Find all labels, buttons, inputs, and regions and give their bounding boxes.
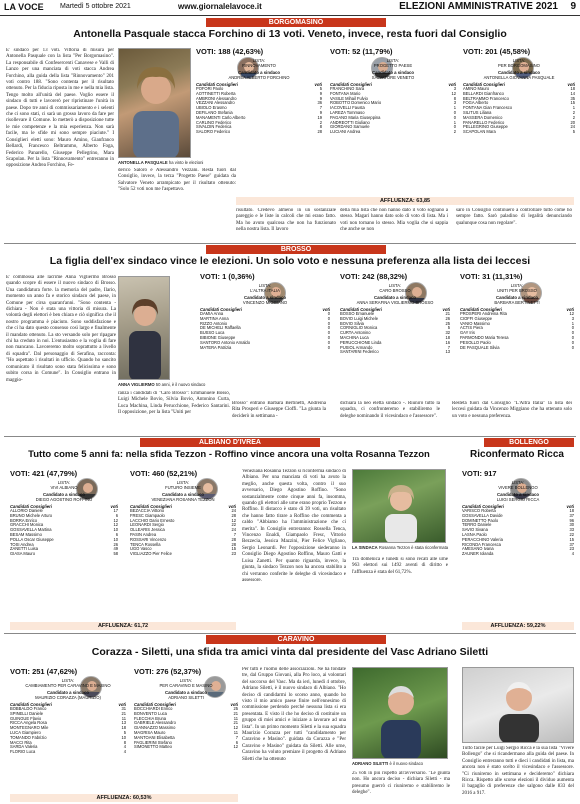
candidate-row bbox=[134, 745, 238, 750]
candidate-votes: 10 bbox=[113, 527, 118, 533]
candidate-name: PANARELLO Federico bbox=[463, 119, 505, 125]
candidate-name: FLORIO Luca bbox=[10, 749, 36, 755]
candidate-name: AMBRONI Alessandro bbox=[196, 95, 237, 101]
list-box-caro-brosso: LISTA: CARO BROSSO Candidato a sindaco ANNA SERAFINA VIGLIERMO BROSSO Candidati Consiglieri voti BOSSO Emanuele 21 BOVIO Luigi Michele 26 BOVIO Silvia 25 CORNIGLIO Monica 5 CURTA Antonino 32 MACHINA Luca 18 PERUCCHIONE Linda 16 PUSIOL Armando 7 SANTARINI Federico 13 bbox=[340, 283, 450, 355]
candidate-name: FLECCHIA Bruna bbox=[134, 715, 167, 721]
candidate-name: PARMONDO Maria Teresa bbox=[460, 334, 509, 340]
candidate-votes: 37 bbox=[569, 541, 574, 547]
candidate-votes: 5 bbox=[123, 729, 126, 735]
candidate-name: BORRA Enrico bbox=[10, 517, 38, 523]
candidate-name: SIVALDIN Federica bbox=[196, 124, 232, 130]
candidate-name: MATERA Patrizia bbox=[200, 344, 232, 350]
candidate-name: SANTARINI Federico bbox=[340, 349, 379, 355]
candidate-name: LUCA Giampiero bbox=[10, 729, 41, 735]
candidate-name: SIMONETTO Matteo bbox=[134, 744, 172, 750]
votes-caro-brosso: VOTI: 242 (88,32%) bbox=[340, 272, 408, 281]
candidate-row bbox=[463, 130, 575, 135]
candidate-name: MAGRISA Mauro bbox=[134, 729, 166, 735]
candidate-votes: 25 bbox=[233, 706, 238, 711]
candidate-name: BRUNO Michele Arturo bbox=[10, 512, 53, 518]
candidate-name: PAGANO Maria Giuseppina bbox=[330, 114, 381, 120]
turnout-albiano: AFFLUENZA: 61,72 bbox=[10, 622, 236, 630]
candidate-name: AMINO Mauro bbox=[463, 86, 490, 91]
candidate-votes: 12 bbox=[113, 522, 118, 528]
candidate-votes: 7 bbox=[235, 734, 238, 740]
candidate-votes: 7 bbox=[319, 105, 322, 111]
candidate-name: TOMANDO Fabrizio bbox=[10, 734, 47, 740]
candidate-votes: 4 bbox=[123, 749, 126, 755]
candidate-votes: 2 bbox=[572, 114, 575, 120]
candidate-name: RICCA Angela Rosa bbox=[10, 720, 47, 726]
candidate-name: BESAM Massimo bbox=[10, 531, 42, 537]
candidate-votes: 0 bbox=[327, 315, 330, 321]
candidate-votes: 12 bbox=[451, 90, 456, 96]
article-body-borgomasino-col4: della mia lista che non hanno dato il voto sognano a stesso. Magari hanno dato solo di voto di lista. Ma i voti non tornano lo stesso. Mia voglia che si sappia che anche se non bbox=[340, 208, 448, 233]
candidate-votes: 28 bbox=[231, 541, 236, 547]
article-body-caravino-col2: 25 voti in più rispetto all'avversario. "Le giunta non. Ho ancora deciso - dichiara Siletti - ma presumo guerrò ci riuniremo e stabiliremo le deleghe". bbox=[352, 771, 450, 796]
photo-anna-vigliermo bbox=[118, 276, 170, 380]
caption-name: ANTONELLA PASQUALE bbox=[118, 160, 168, 165]
candidate-name: FRANCHINO Sara bbox=[330, 86, 365, 91]
candidate-votes: 0 bbox=[327, 339, 330, 345]
candidate-votes: 18 bbox=[445, 334, 450, 340]
candidate-votes: 23 bbox=[231, 551, 236, 557]
candidate-votes: 26 bbox=[113, 541, 118, 547]
page-header bbox=[0, 0, 580, 16]
candidate-votes: 28 bbox=[231, 536, 236, 542]
candidate-row bbox=[196, 130, 322, 135]
candidate-votes: 14 bbox=[570, 90, 575, 96]
candidate-name: PROSPERI Andreina Rita bbox=[460, 311, 507, 316]
candidate-votes: 11 bbox=[121, 715, 126, 721]
turnout-bollengo: AFFLUENZA: 59,22% bbox=[462, 622, 574, 630]
votes-progetto-paese: VOTI: 52 (11,79%) bbox=[330, 47, 393, 56]
candidate-votes: 0 bbox=[327, 334, 330, 340]
turnout-caravino: AFFLUENZA: 60,53% bbox=[10, 794, 238, 802]
article-body-bollengo: Tutto facile per Luigi Sergio Ricca e la sua lista "Vivere Bollengo" che si ricandermano alla guida del paese. In Consiglio entreranno tutti e dieci i candidati in lista, ma ancora non è stato scelto il vicesindaco e l'assessore. "Ci riuniremo in settimana e decideremo" dichiara Ricca. Rispetto alle scorse elezioni il dividuo aumenta il bagaglio di preferenze che salgono dalle 833 del 2016 a 917. bbox=[462, 746, 574, 796]
candidate-votes: 18 bbox=[569, 508, 574, 513]
candidate-votes: 0 bbox=[571, 330, 574, 336]
article-body-brosso-col5: Restetà fuori dal Consiglio "L'Altra Italia" la lista dei leccesi guidata da Vincenzo Miggiano che ha ottenuto solo un voto e nessuna preferenza. bbox=[452, 401, 572, 419]
photo-luigi-sergio-ricca bbox=[462, 667, 574, 743]
votes-cambiamento: VOTI: 251 (47,62%) bbox=[10, 667, 78, 676]
candidate-row bbox=[200, 346, 330, 351]
section-band-borgomasino: BORGOMASINO bbox=[206, 18, 386, 27]
candidate-name: BUSSO Luca bbox=[200, 330, 225, 336]
candidate-votes: 3 bbox=[453, 100, 456, 106]
candidate-name: CURTA Antonino bbox=[340, 330, 371, 336]
candidate-votes: 0 bbox=[327, 311, 330, 316]
article-body-borgomasino-col2: derico Saloro e Alessandro Vezzani. Resta fuori dal Consiglio, invece, la terza "Progetto Paese" guidata da Salvatore Veneto arrampicato per il risultato ottenuto: "Solo 52 voti non me l'aspettavo. bbox=[118, 168, 236, 193]
candidate-votes: 11 bbox=[233, 729, 238, 735]
candidate-votes: 21 bbox=[233, 720, 238, 726]
candidate-name: PAGLIERINI Stefano bbox=[134, 739, 172, 745]
candidate-votes: 0 bbox=[327, 325, 330, 331]
candidate-row bbox=[130, 552, 236, 557]
candidate-name: BOVIO Luigi Michele bbox=[340, 315, 378, 321]
candidate-name: RIZZO Antonio bbox=[200, 320, 228, 326]
candidate-votes: 3 bbox=[453, 86, 456, 91]
candidate-name: VANIO Massimo bbox=[460, 320, 490, 326]
candidate-name: DEFILANO Stefania bbox=[196, 109, 233, 115]
candidate-votes: 9 bbox=[319, 90, 322, 96]
list-box-cambiamento: LISTA: CAMBIAMENTO PER CARAVINO E MASINO Candidato a sindaco MAURIZIO CORAZZA (MAURIZIO) Candidati Consiglieri voti BOBBALDO Franco 31 SPINELLI Daniele 21 GUINGUE Flavio 11 RICCA Angela Rosa 13 MONTEGNARO Mile 18 LUCA Giampiero 5 TOMANDO Fabrizio 10 MACCI Rita 8 SARDA Valeria 4 FLORIO Luca 4 bbox=[10, 678, 126, 755]
votes-altra-italia: VOTI: 1 (0,36%) bbox=[200, 272, 255, 281]
candidate-name: BOVIO Silvia bbox=[340, 320, 364, 326]
section-band-bollengo: BOLLENGO bbox=[484, 438, 574, 447]
candidate-name: GOSSAVELLA Davide bbox=[462, 512, 503, 518]
article-title-brosso: La figlia dell'ex sindaco vince le elezioni. Un solo voto e nessuna preferenza alla lista dei leccesi bbox=[49, 255, 531, 267]
page-number: 9 bbox=[570, 1, 576, 12]
candidate-name: MONTEGNARO Mile bbox=[10, 725, 49, 731]
votes-uniti-per-brosso: VOTI: 31 (11,31%) bbox=[460, 272, 523, 281]
candidate-votes: 0 bbox=[453, 124, 456, 130]
candidate-name: ROSSARI Vincenzo bbox=[130, 536, 167, 542]
candidate-name: RICONDA Francesca bbox=[462, 541, 501, 547]
candidate-name: AMESANO Ivana bbox=[462, 546, 494, 552]
candidate-votes: 15 bbox=[569, 536, 574, 542]
article-body-brosso-col3: Brosso" entrano Barbara Bertinetti, Andreina Rita Prosperi e Giuseppe Cioffi. "La giunta la deciderò in settimana - bbox=[232, 401, 326, 419]
candidate-name: ROBOTTO Domenico Mario bbox=[330, 100, 382, 106]
candidate-name: MANTOANI Elisabetta bbox=[134, 734, 175, 740]
candidate-votes: 16 bbox=[445, 339, 450, 345]
candidate-votes: 6 bbox=[115, 531, 118, 537]
candidate-votes: 8 bbox=[319, 124, 322, 130]
candidate-votes: 0 bbox=[327, 344, 330, 350]
candidate-name: BOBBALDO Franco bbox=[10, 706, 47, 711]
candidate-name: FONTANA Mario bbox=[330, 90, 361, 96]
candidate-votes: 2 bbox=[319, 119, 322, 125]
candidate-votes: 31 bbox=[121, 706, 126, 711]
candidate-row bbox=[462, 552, 574, 557]
candidate-name: PASIN Andrea bbox=[130, 531, 157, 537]
candidate-name: ACTIS Piera bbox=[460, 325, 483, 331]
candidate-votes: 21 bbox=[233, 710, 238, 716]
candidate-votes: 1 bbox=[572, 105, 575, 111]
candidate-votes: 12 bbox=[231, 517, 236, 523]
candidate-votes: 13 bbox=[121, 720, 126, 726]
candidate-name: SPINELLI Daniele bbox=[10, 710, 43, 716]
candidate-row bbox=[10, 750, 126, 755]
caption-name: ADRIANO SILETTI bbox=[352, 761, 389, 766]
article-title-bollengo: Riconfermato Ricca bbox=[470, 449, 564, 460]
candidate-name: FOGA Alberto bbox=[463, 100, 489, 106]
candidate-name: LASNA Paolo bbox=[462, 531, 487, 537]
candidate-votes: 21 bbox=[445, 311, 450, 316]
candidate-votes: 30 bbox=[569, 522, 574, 528]
candidate-votes: 36 bbox=[317, 100, 322, 106]
candidate-votes: 96 bbox=[569, 517, 574, 523]
candidate-name: VASILE Mihail Fulvio bbox=[330, 95, 368, 101]
candidate-votes: 37 bbox=[569, 512, 574, 518]
candidate-name: FRESC Giampaolo bbox=[130, 512, 165, 518]
candidate-votes: 21 bbox=[121, 710, 126, 716]
candidate-name: DOMINETTO Paolo bbox=[462, 517, 499, 523]
candidate-name: AOTTINETTI Roberta bbox=[196, 90, 236, 96]
votes-vivere-bollengo: VOTI: 917 bbox=[462, 469, 497, 478]
candidate-name: LAREZA Tommaso bbox=[330, 109, 365, 115]
candidate-name: SAVIO Sivana bbox=[462, 527, 488, 533]
caption-text: ha vinto le elezioni bbox=[168, 160, 204, 165]
candidate-name: PELLEGRINO Giuseppe bbox=[463, 124, 508, 130]
candidate-votes: 5 bbox=[319, 86, 322, 91]
candidate-votes: 1 bbox=[453, 105, 456, 111]
list-box-altra-italia: LISTA: L'ALTRA ITALIA Candidato a sindaco VINCENZO MIGGIANO Candidati Consiglieri voti DAMIA Anna 0 MARTINA Anna 0 RIZZO Antonio 0 DE MICHELI Raffaella 0 BUSSO Luca 0 BIBIONE Giuseppe 0 SANTORO Antonio Arnaldo 0 MATERA Patrizia 0 bbox=[200, 283, 330, 350]
section-title: ELEZIONI AMMINISTRATIVE 2021 bbox=[399, 1, 558, 12]
candidate-votes: 22 bbox=[231, 522, 236, 528]
candidate-name: UBIOLO Erasmo bbox=[196, 105, 227, 111]
candidate-name: BOCCHIARDI Enrico bbox=[134, 706, 173, 711]
candidate-row bbox=[460, 346, 574, 351]
votes-per-caravino: VOTI: 276 (52,37%) bbox=[134, 667, 202, 676]
candidate-name: MANAMENTI Carlo Alberto bbox=[196, 114, 246, 120]
candidate-votes: 3 bbox=[571, 315, 574, 321]
candidate-name: TOSI Andrea bbox=[10, 541, 34, 547]
candidate-votes: 10 bbox=[121, 734, 126, 740]
article-title-caravino: Corazza - Siletti, una sfida tra amici vinta dal presidente del Vasc Adriano Siletti bbox=[91, 646, 489, 658]
candidate-votes: 0 bbox=[327, 330, 330, 336]
candidate-name: MACCI Rita bbox=[10, 739, 32, 745]
candidate-votes: 0 bbox=[571, 339, 574, 345]
issue-date: Martedì 5 ottobre 2021 bbox=[60, 3, 131, 10]
article-title-albiano: Tutto come 5 anni fa: nella sfida Tezzon - Roffino vince ancora una volta Rosanna Tezzon bbox=[28, 449, 430, 460]
divider bbox=[4, 436, 576, 437]
candidate-votes: 8 bbox=[123, 739, 126, 745]
votes-per-borgomasino: VOTI: 201 (45,58%) bbox=[463, 47, 531, 56]
candidate-votes: 15 bbox=[231, 546, 236, 552]
candidate-name: SCAPOLAN Mara bbox=[463, 129, 496, 135]
website-link[interactable]: www.giornalelavoce.it bbox=[178, 2, 262, 11]
candidate-name: LUCIANI Andrea bbox=[330, 129, 361, 135]
candidate-votes: 24 bbox=[231, 508, 236, 513]
candidate-votes: 58 bbox=[113, 551, 118, 557]
candidate-name: TERRO Daniele bbox=[462, 522, 492, 528]
candidate-name: OLLEARIS Jessica bbox=[130, 527, 165, 533]
candidate-name: BELLARDI Gianfranco bbox=[463, 90, 504, 96]
candidate-votes: 18 bbox=[570, 86, 575, 91]
candidate-votes: 26 bbox=[445, 315, 450, 321]
candidate-name: TENCA Rossella bbox=[130, 541, 161, 547]
candidate-name: MASSERA Domenico bbox=[463, 114, 503, 120]
candidate-name: ANDREOTTI Giuliano bbox=[330, 119, 370, 125]
candidate-name: GABRIELE Alessandro bbox=[134, 720, 176, 726]
candidate-name: GUINGUE Flavio bbox=[10, 715, 42, 721]
candidate-name: IACOVELLI Fausta bbox=[330, 105, 365, 111]
candidate-votes: 0 bbox=[571, 334, 574, 340]
photo-antonella-pasquale bbox=[118, 48, 191, 158]
candidate-votes: 23 bbox=[569, 546, 574, 552]
candidate-votes: 12 bbox=[569, 311, 574, 316]
list-box-per-caravino: LISTA: PER CARAVINO E MASINO Candidato a sindaco ADRIANO SILETTI Candidati Consiglieri voti BOCCHIARDI Enrico 25 BONVENTO Luca 21 FLECCHIA Bruna 11 GABRIELE Alessandro 21 GIANNAZZO Massimo 12 MAGRISA Mauro 11 MANTOANI Elisabetta 7 PAGLIERINI Stefano 6 SIMONETTO Matteo 12 bbox=[134, 678, 238, 750]
candidate-votes: 33 bbox=[569, 527, 574, 533]
candidate-name: FONTANA Gian Francesco bbox=[463, 105, 513, 111]
candidate-votes: 12 bbox=[113, 517, 118, 523]
candidate-votes: 4 bbox=[571, 551, 574, 557]
candidate-votes: 19 bbox=[317, 114, 322, 120]
candidate-name: LEONARDI Sergio bbox=[130, 522, 164, 528]
candidate-votes: 9 bbox=[319, 109, 322, 115]
caption-text: è il nuovo sindaco bbox=[389, 761, 423, 766]
candidate-name: POLLA Oscar Giuseppe bbox=[10, 536, 54, 542]
candidate-name: ZAUNER Iolanda bbox=[462, 551, 494, 557]
candidate-name: DE MICHELI Raffaella bbox=[200, 325, 241, 331]
candidate-votes: 28 bbox=[317, 129, 322, 135]
candidate-votes: 0 bbox=[571, 325, 574, 331]
candidate-votes: 15 bbox=[570, 100, 575, 106]
candidate-votes: 24 bbox=[231, 527, 236, 533]
candidate-votes: 0 bbox=[453, 109, 456, 115]
article-body-borgomasino-col3: risultato. Credevo almeno in un sostanziale pareggio e le liste in calcoli che mi erano fatto. Ma ho avuto qualcosa che non ha funzionato nella nostra lista. Il lavoro bbox=[236, 208, 336, 233]
candidate-name: BIBIONE Giuseppe bbox=[200, 334, 236, 340]
candidate-votes: 0 bbox=[453, 114, 456, 120]
candidate-votes: 49 bbox=[113, 546, 118, 552]
candidate-votes: 20 bbox=[570, 119, 575, 125]
candidate-votes: 7 bbox=[447, 344, 450, 350]
divider bbox=[4, 243, 576, 244]
candidate-votes: 35 bbox=[570, 95, 575, 101]
candidate-name: BONVENTO Luca bbox=[134, 710, 167, 716]
candidate-name: POFORI Paolo bbox=[196, 86, 224, 91]
candidate-votes: 1 bbox=[453, 119, 456, 125]
candidate-name: SARDA Valeria bbox=[10, 744, 38, 750]
list-box-vivi-albiano: LISTA: VIVI ALBIANO Candidato a sindaco DIEGO AGOSTINO ROFFINO Candidati Consiglieri voti ALLORIO Daniele 17 BRUNO Michele Arturo 6 BORRA Enrico 12 GRACCHI Monica 12 GOSSAVELLA Martina 10 BESAM Massimo 6 POLLA Oscar Giuseppe 10 TOSI Andrea 26 ZANETTI Luisa 49 GIASA Mauro 58 bbox=[10, 480, 118, 557]
candidate-votes: 22 bbox=[569, 531, 574, 537]
candidate-name: VIGLIAZZO Pier Felice bbox=[130, 551, 172, 557]
candidate-name: PERACCHINO Valeria bbox=[462, 536, 503, 542]
article-body-borgomasino-col5: sarò in Consiglio continuerò a controllare tutto come ho sempre fatto. Sarò paladino di legalità denunciando qualunque cosa non regolare". bbox=[456, 208, 572, 226]
candidate-row bbox=[340, 350, 450, 355]
article-body-albiano-col2: Tra domenica e lunedì si sono recati alle urne 963 elettori sui 1492 aventi di diritto e l'affluenza è stata del 61,72%. bbox=[352, 557, 448, 575]
candidate-votes: 8 bbox=[453, 95, 456, 101]
candidate-name: SALORO Federico bbox=[196, 129, 231, 135]
list-box-futuro-insieme: LISTA: FUTURO INSIEME Candidato a sindaco VENEZIANA ROSANNA TEZZON Candidati Consiglieri voti BEZACCIA Vittorio 24 FRESC Giampaolo 28 LACCHIO Dario Ernesto 12 LEONARDI Sergio 22 OLLEARIS Jessica 24 PASIN Andrea 7 ROSSARI Vincenzo 28 TENCA Rossella 28 UGO Vasco 15 VIGLIAZZO Pier Felice 23 bbox=[130, 480, 236, 557]
article-body-caravino-col1: Per tutti è l'uomo delle associazioni. Ne ha fondate tre, dal Gruppo Giovani, alla Pro loco, ai volontari del soccorso del Vasc. Ma da ieri, lunedì 4 ottobre, Adriano Siletti, è il nuovo sindaco di Albiano. "Ho deciso di candidarmi lo scorso anno, quando ho visto il mio amico paese finire nell'ennesimo di commissione perdendo perché nessuna lista si era presentata. E visto il che ho deciso di costituire un gruppo di miei amici e iniziare a lavorare ad una lista". In un primo momento Siletti e la sua squadra Maurizio Corazza per tutti "candidamento per Caravino e Masino". guidata da Corazza e "Per Caravino e Masino" guidata da Siletti. Alle urne, Caravino ha voluto premiare il progetto di Adriano Siletti che ha ottenuto bbox=[242, 667, 346, 762]
candidate-name: CORNIGLIO Monica bbox=[340, 325, 378, 331]
candidate-name: BELTRAMMO Francesco bbox=[463, 95, 509, 101]
article-body-borgomasino-col1: E' sindaco per 13 voti. Vittoria di misura per Antonella Pasquale con la lista "Per Borgomasino". La responsabile di Confesercenti Canavese e Valli di Lanzo per una manciata di voti stacca Andrea Forchino, alla guida della lista "Rinnovamento" 201 voti contro 188. "Sono contenta per il risultato ottenuto. Per la fiducia riposta in me e nella mia lista. Tengo molto all'unità del paese. Voglio essere il sindaco di tutti e lavorerò per ripristinare l'unità in paese. Dopo tre anni di commissariamento e i selenti che ci sono stati, ci sarà un grosso lavoro da fare per risollevare il Comune. Io metterò a disposizione tutte le mie competenze e la mia esperienza. Non sarà facile, ma le sfide mi sono sempre piaciute." I Consiglieri eletti sono: Mauro Amino, Gianfranco Bellardi, Francesco Beltrammo, Alberto Foga, Federico Panarello, Giuseppe Pellegrino, Mara Scapolan. Per la lista "Rinnovamento" entreranno in opposizione Andrea Forchino, Fe- bbox=[6, 48, 114, 169]
candidate-name: BEZACCIA Vittorio bbox=[130, 508, 165, 513]
candidate-votes: 0 bbox=[327, 320, 330, 326]
candidate-name: GAY Iris bbox=[460, 330, 475, 336]
votes-vivi-albiano: VOTI: 421 (47,79%) bbox=[10, 469, 78, 478]
candidate-name: PERUCCHIONE Linda bbox=[340, 339, 382, 345]
candidate-votes: 4 bbox=[123, 744, 126, 750]
votes-futuro-insieme: VOTI: 460 (52,21%) bbox=[130, 469, 198, 478]
article-body-albiano-col1: Veneziana Rosanna Tezzon si riconferma sindaco di Albiano. Per una manciata di voti ha avuto la meglio, anche questa volta, contro il suo avversario, Diego Agostino Roffino. "Sono sostanzialmente come cinque anni fa, insomma, quando gli elettori alle urne erano proprio Tezzon e Roffino. Il distacco è stato di 39 voti, un risultato che hanno fatto tirare a Roffino che commenta a caldo "Abbiamo ha l'amministrazione che ci merita". In Consiglio entreranno: Rossella Tenca, Vincenzo Enaldi, Giampaolo Fresc, Vittorio Bezzecia, Jessica Mazzini, Pier Felice Vigliano, Sergio Leonardi. Per l'opposizione siederanno in Consiglio Diego Agostino Roffino, Mauro Gatti e Luisa Zanetti. Per quanto riguarda, invece, la giunta, la sindaco Tezzon non ha ancora stabilito a chi verranno conferite le deleghe di vicesindaco e assessore. bbox=[242, 469, 346, 583]
candidate-votes: 32 bbox=[445, 330, 450, 336]
candidate-votes: 2 bbox=[572, 109, 575, 115]
candidate-name: LACCHIO Dario Ernesto bbox=[130, 517, 175, 523]
candidate-votes: 6 bbox=[235, 739, 238, 745]
list-box-rinnovamento: LISTA: RINNOVAMENTO Candidato a sindaco ANDREA ALBERTO FORCHINO Candidati Consiglieri voti POFORI Paolo 5 AOTTINETTI Roberta 9 AMBRONI Alessandro 9 VEZZANI Alessandro 36 UBIOLO Erasmo 7 DEFILANO Stefania 9 MANAMENTI Carlo Alberto 19 CARLINO Federico 2 SIVALDIN Federica 8 SALORO Federico 28 bbox=[196, 58, 322, 135]
candidate-name: GIORDANO Samuele bbox=[330, 124, 370, 130]
candidate-row bbox=[10, 552, 118, 557]
article-title-borgomasino: Antonella Pasquale stacca Forchino di 13 voti. Veneto, invece, resta fuori dal Consiglio bbox=[73, 28, 507, 40]
candidate-name: SANTORO Antonio Arnaldo bbox=[200, 339, 250, 345]
candidate-votes: 25 bbox=[445, 320, 450, 326]
divider bbox=[4, 633, 576, 634]
candidate-votes: 11 bbox=[233, 715, 238, 721]
article-body-brosso-col1: E' commossa alle lacrime Anna Vigliermo Brosso quando scopre di essere il nuovo sindaco di Brosso. Una candidatura forte. la memoria del padre, Ilario, momento un anno fa e storico sindaco del paese, in Comune per cirsa quarant'anni. "Sono contenta - dichiara - Non è stata una vittoria di misura. La volontà degli elettori è ben chiara e ciò significa che il nostro programma è piaciuto. Sono soddisfazione e che ci ha dato questo consenso così largo e finalmente il mandato ottenuto. La sto versando solo per ripagare chi ha creduto in noi. L'entusiasmo e la voglia di fare non mancano. Lavoreremo molto soprattutto a livello di squadra". Dal personaggio di Serafina, racconta: "Ho aspettato i risultati in ufficio. Quando ho sancito comunicato il risultato sono stata felicissima e sono subito corsa in Comune". In Consiglio entrano in maggio- bbox=[6, 275, 116, 383]
candidate-votes: 17 bbox=[113, 508, 118, 513]
candidate-name: MARTINA Anna bbox=[200, 315, 229, 321]
candidate-row bbox=[330, 130, 456, 135]
caption-text: 50 anni, è il nuovo sindaco bbox=[155, 382, 206, 387]
candidate-name: ALLORIO Daniele bbox=[10, 508, 43, 513]
candidate-name: GRACCHI Monica bbox=[10, 522, 44, 528]
article-body-brosso-col2: ranza i candidati di "Caro Brosso": Emmanuele Bosso, Luigi Michele Bovio, Silvia Bovio, Antonino Curta, Luca Machina, Linda Perucchione, Federico Santarini. Il opposizione, per la lista "Uniti per bbox=[118, 391, 230, 416]
votes-rinnovamento: VOTI: 188 (42,63%) bbox=[196, 47, 264, 56]
candidate-votes: 24 bbox=[570, 124, 575, 130]
candidate-votes: 5 bbox=[447, 325, 450, 331]
candidate-name: GOSSAVELLA Martina bbox=[10, 527, 52, 533]
section-band-albiano: ALBIANO D'IVREA bbox=[140, 438, 320, 447]
list-box-uniti-per-brosso: LISTA: UNITI PER BROSSO Candidato a sindaco BARBARA BERTINETTI Candidati Consiglieri voti PROSPERI Andreina Rita 12 CIOFFI Giuseppe 3 VANIO Massimo 1 ACTIS Piera 0 GAY Iris 0 PARMONDO Maria Teresa 0 PESOLLO Paolo 0 DE PASQUALE Silvia 0 bbox=[460, 283, 574, 350]
candidate-name: VEZZANI Alessandro bbox=[196, 100, 235, 106]
candidate-votes: 6 bbox=[115, 512, 118, 518]
caption-name: LA SINDACA bbox=[352, 545, 378, 550]
candidate-votes: 10 bbox=[113, 536, 118, 542]
candidate-name: GIASA Mauro bbox=[10, 551, 36, 557]
candidate-votes: 2 bbox=[453, 129, 456, 135]
candidate-name: DAMIA Anna bbox=[200, 311, 224, 316]
candidate-name: DE PASQUALE Silvia bbox=[460, 344, 500, 350]
candidate-name: MACHINA Luca bbox=[340, 334, 369, 340]
candidate-votes: 13 bbox=[445, 349, 450, 355]
caption-name: ANNA VIGLIERMO bbox=[118, 382, 155, 387]
candidate-name: PUSIOL Armando bbox=[340, 344, 373, 350]
list-box-per-borgomasino: LISTA: PER BORGOMASINO Candidato a sindaco ANTONELLA GIOVANNA PASQUALE Candidati Consiglieri voti AMINO Mauro 18 BELLARDI Gianfranco 14 BELTRAMMO Francesco 35 FOGA Alberto 15 FONTANA Gian Francesco 1 SILITUS Liliana 2 MASSERA Domenico 2 PANARELLO Federico 20 PELLEGRINO Giuseppe 24 SCAPOLAN Mara 5 bbox=[463, 58, 575, 135]
candidate-votes: 0 bbox=[571, 344, 574, 350]
candidate-votes: 12 bbox=[233, 744, 238, 750]
candidate-name: PESOLLO Paolo bbox=[460, 339, 491, 345]
caption-caravino bbox=[352, 761, 452, 766]
candidate-name: GIANNAZZO Massimo bbox=[134, 725, 176, 731]
candidate-votes: 1 bbox=[571, 320, 574, 326]
turnout-borgomasino: AFFLUENZA: 63,85 bbox=[236, 197, 574, 205]
candidate-votes: 9 bbox=[319, 95, 322, 101]
candidate-votes: 18 bbox=[121, 725, 126, 731]
candidate-name: BOSSO Emanuele bbox=[340, 311, 375, 316]
candidate-name: ZANETTI Luisa bbox=[10, 546, 38, 552]
candidate-votes: 5 bbox=[572, 129, 575, 135]
candidate-name: CARLINO Federico bbox=[196, 119, 232, 125]
candidate-name: CIOFFI Giuseppe bbox=[460, 315, 493, 321]
list-box-progetto-paese: LISTA: PROGETTO PAESE Candidato a sindaco SALVATORE VENETO Candidati Consiglieri voti FRANCHINO Sara 3 FONTANA Mario 12 VASILE Mihail Fulvio 8 ROBOTTO Domenico Mario 3 IACOVELLI Fausta 1 LAREZA Tommaso 0 PAGANO Maria Giuseppina 0 ANDREOTTI Giuliano 1 GIORDANO Samuele 0 LUCIANI Andrea 2 bbox=[330, 58, 456, 135]
section-band-brosso: BROSSO bbox=[206, 245, 386, 254]
caption-text: Rosanna Tezzon è stata riconfermata bbox=[378, 545, 449, 550]
photo-rosanna-tezzon bbox=[352, 469, 446, 543]
masthead-logo: LA VOCE bbox=[4, 2, 44, 12]
candidate-votes: 28 bbox=[231, 512, 236, 518]
candidate-name: SILITUS Liliana bbox=[463, 109, 492, 115]
article-body-brosso-col4: dichiara la neo eletta sindaco -. Riunirò tutto la squadra, ci confronteremo e stabiliremo le deleghe nominando il vicesindaco e l'assessore". bbox=[340, 401, 440, 419]
section-band-caravino: CARAVINO bbox=[206, 635, 386, 644]
candidate-votes: 12 bbox=[233, 725, 238, 731]
candidate-name: VARISCO Roberta bbox=[462, 508, 496, 513]
list-box-vivere-bollengo: LISTA: VIVERE BOLLENGO Candidato a sindaco LUIGI SERGIO RICCA Candidati Consiglieri voti VARISCO Roberta 18 GOSSAVELLA Davide 37 DOMINETTO Paolo 96 TERRO Daniele 30 SAVIO Sivana 33 LASNA Paolo 22 PERACCHINO Valeria 15 RICONDA Francesca 37 AMESANO Ivana 23 ZAUNER Iolanda 4 bbox=[462, 480, 574, 557]
caption-albiano bbox=[352, 545, 452, 550]
candidate-votes: 7 bbox=[233, 531, 236, 537]
candidate-name: UGO Vasco bbox=[130, 546, 152, 552]
photo-adriano-siletti bbox=[352, 667, 448, 759]
